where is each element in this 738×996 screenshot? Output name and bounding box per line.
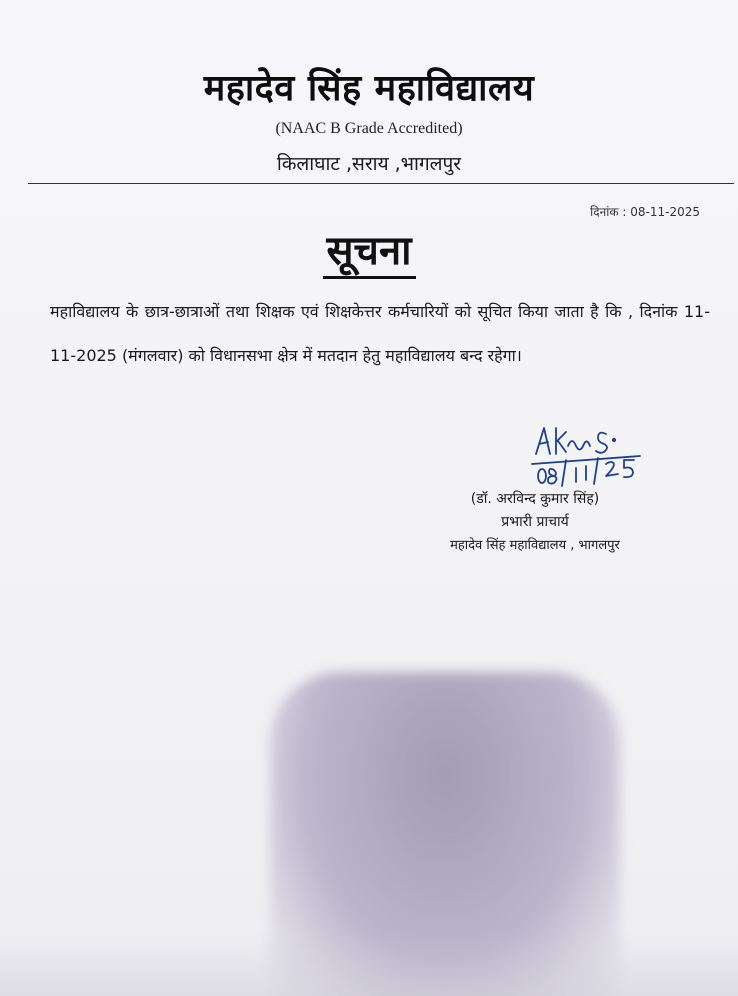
signatory-name: (डॉ. अरविन्द कुमार सिंह) (470, 491, 600, 507)
notice-heading-text: सूचना (323, 228, 416, 279)
signatory-organization: महादेव सिंह महाविद्यालय , भागलपुर (450, 538, 620, 553)
signatory-designation: प्रभारी प्राचार्य (501, 514, 569, 530)
notice-heading (0, 228, 738, 279)
notice-body: महाविद्यालय के छात्र-छात्राओं तथा शिक्षक एवं शिक्षकेत्तर कर्मचारियों को सूचित किया जाता है कि , दिनांक 11-11-2025 (मंगलवार) को विधानसभा क्षेत्र में मतदान हेतु महाविद्यालय बन्द रहेगा। (50, 302, 710, 365)
college-address: किलाघाट ,सराय ,भागलपुर (276, 153, 462, 175)
accreditation-line: (NAAC B Grade Accredited) (275, 120, 463, 137)
handwritten-signature (528, 420, 648, 488)
college-title: महादेव सिंह महाविद्यालय (203, 68, 535, 109)
signature-block (400, 488, 670, 558)
header-divider (28, 183, 734, 184)
issue-date: दिनांक : 08-11-2025 (590, 205, 700, 219)
bottom-shadow (0, 930, 738, 996)
